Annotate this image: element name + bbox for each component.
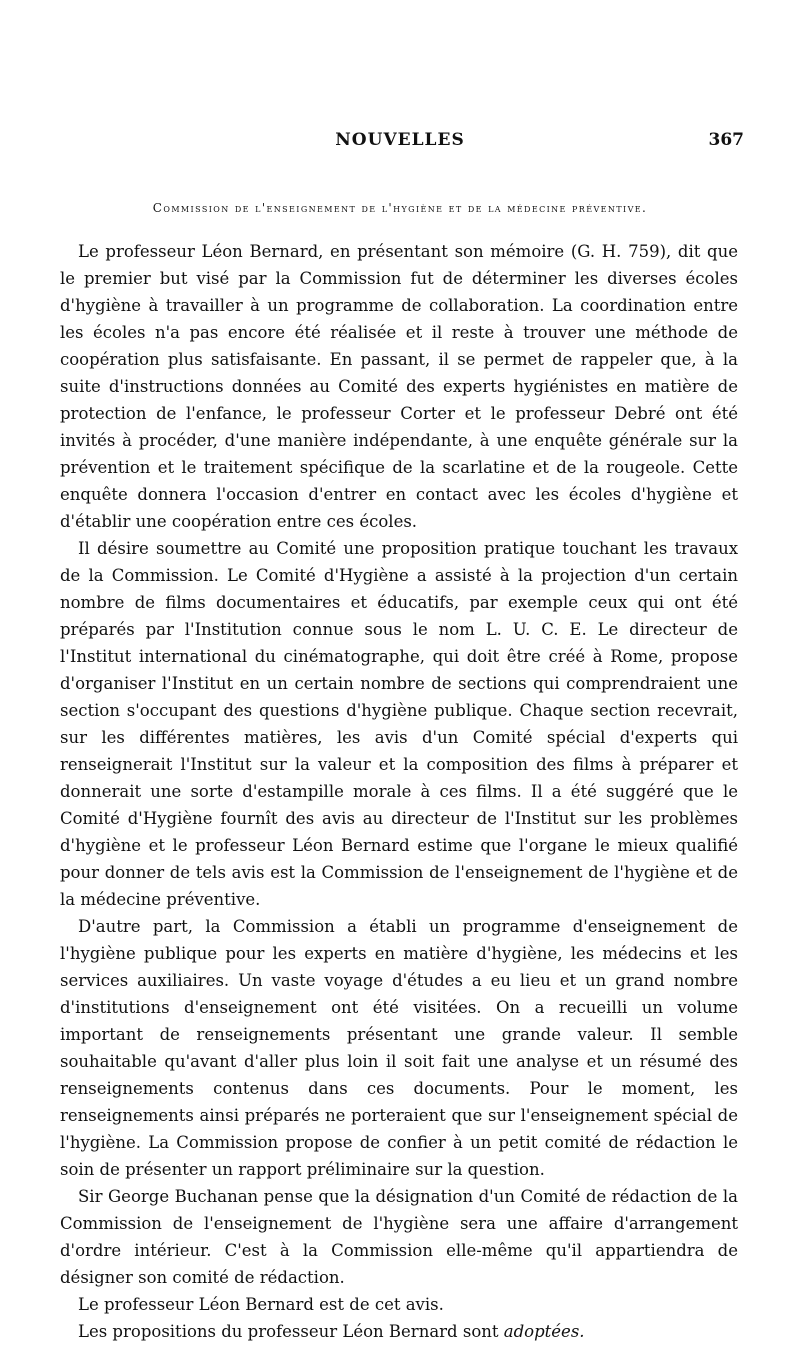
paragraph-4: Sir George Buchanan pense que la désignation d'un Comité de rédaction de la Commission de l'enseignement de l'hygiène sera une affaire d'arrangement d'ordre intérieur. C'est à la Commission elle-même qu'il appartiendra de désigner son comité de rédaction. <box>60 1187 738 1287</box>
paragraph-1: Le professeur Léon Bernard, en présentant son mémoire (G. H. 759), dit que le premier but visé par la Commission fut de déterminer les diverses écoles d'hygiène à travailler à un programme de collaboration. La coordination entre les écoles n'a pas encore été réalisée et il reste à trouver une méthode de coopération plus satisfaisante. En passant, il se permet de rappeler que, à la suite d'instructions données au Comité des experts hygiénistes en matière de protection de l'enfance, le professeur Corter et le professeur Debré ont été invités à procéder, d'une manière indépendante, à une enquête générale sur la prévention et le traitement spécifique de la scarlatine et de la rougeole. Cette enquête donnera l'occasion d'entrer en contact avec les écoles d'hygiène et d'établir une coopération entre ces écoles. <box>60 242 738 531</box>
page-header <box>60 130 744 160</box>
body-text <box>60 238 738 1345</box>
paragraph-6-emphasis: adoptées. <box>503 1322 585 1341</box>
paragraph-5: Le professeur Léon Bernard est de cet avis. <box>78 1295 444 1314</box>
section-title: Commission de l'enseignement de l'hygiène et de la médecine préventive. <box>152 201 648 215</box>
paragraph-6 <box>60 1318 738 1345</box>
paragraph-2: Il désire soumettre au Comité une proposition pratique touchant les travaux de la Commission. Le Comité d'Hygiène a assisté à la projection d'un certain nombre de films documentaires et éducatifs, par exemple ceux qui ont été préparés par l'Institution connue sous le nom L. U. C. E. Le directeur de l'Institut international du cinématographe, qui doit être créé à Rome, propose d'organiser l'Institut en un certain nombre de sections qui comprendraient une section s'occupant des questions d'hygiène publique. Chaque section recevrait, sur les différentes matières, les avis d'un Comité spécial d'experts qui renseignerait l'Institut sur la valeur et la composition des films à préparer et donnerait une sorte d'estampille morale à ces films. Il a été suggéré que le Comité d'Hygiène fournît des avis au directeur de l'Institut sur les problèmes d'hygiène et le professeur Léon Bernard estime que l'organe le mieux qualifié pour donner de tels avis est la Commission de l'enseignement de l'hygiène et de la médecine préventive. <box>60 539 738 909</box>
paragraph-3: D'autre part, la Commission a établi un programme d'enseignement de l'hygiène publique pour les experts en matière d'hygiène, les médecins et les services auxiliaires. Un vaste voyage d'études a eu lieu et un grand nombre d'institutions d'enseignement ont été visitées. On a recueilli un volume important de renseignements présentant une grande valeur. Il semble souhaitable qu'avant d'aller plus loin il soit fait une analyse et un résumé des renseignements contenus dans ces documents. Pour le moment, les renseignements ainsi préparés ne porteraient que sur l'enseignement spécial de l'hygiène. La Commission propose de confier à un petit comité de rédaction le soin de présenter un rapport préliminaire sur la question. <box>60 917 738 1179</box>
paragraph-6-text: Les propositions du professeur Léon Bernard sont <box>78 1322 499 1341</box>
page-number: 367 <box>708 130 744 150</box>
running-head: NOUVELLES <box>335 130 465 150</box>
